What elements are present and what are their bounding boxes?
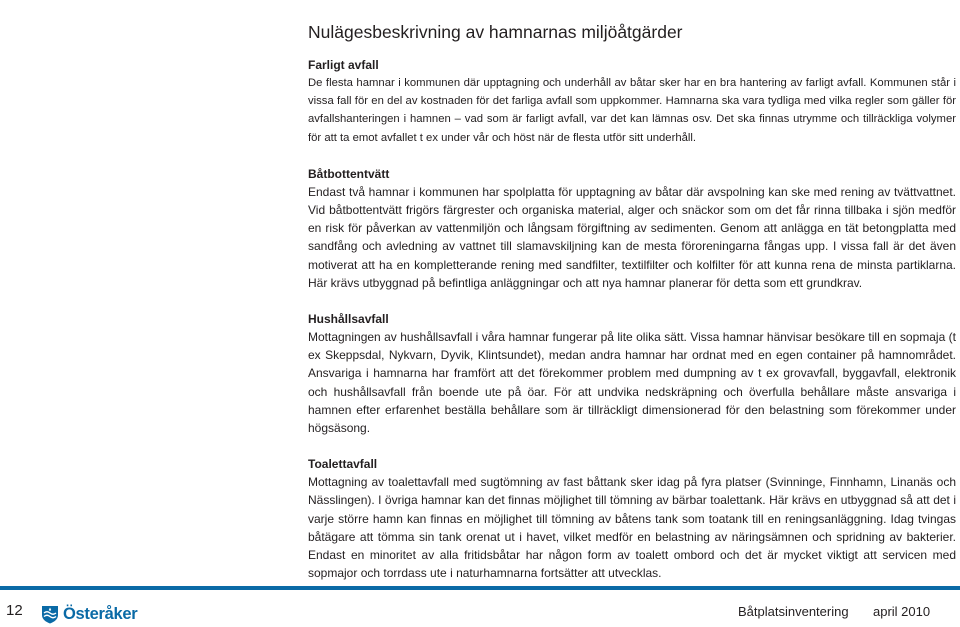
footer-date: april 2010 xyxy=(873,604,931,619)
section-paragraph: Mottagning av toalettavfall med sugtömning av fast båttank sker idag på fyra platser (Svinninge, Finnhamn, Linanäs och Nässlingen). I övriga hamnar kan det finnas möjlighet till tömning av bärbar toalettank. Här krävs en utbyggnad så att det i varje större hamn kan finnas en möjlighet till tömning av båtens tank som toatank till en reningsanläggning. Idag tvingas båtägare att tömma sin tank orenat ut i havet, vilket medför en belastning av näringsämnen och spridning av bakterier. Endast en minoritet av alla fritidsbåtar har någon form av toalett ombord och det är mycket viktigt att servicen med sopmajor och torrdass ute i naturhamnarna fortsätter att utvecklas. xyxy=(308,475,956,581)
section-toalettavfall xyxy=(308,455,956,582)
section-paragraph: Endast två hamnar i kommunen har spolplatta för upptagning av båtar där avspolning kan ske med rening av tvättvattnet. Vid båtbottentvätt frigörs färgrester och organiska material, alger och snäckor som om det får rinna tillbaka i sjön medför en risk för påverkan av vattenmiljön och långsam förgiftning av sedimenten. Genom att anlägga en tät betongplatta med sandfång och avledning av vattnet till slamavskiljning kan de mesta föroreningarna fångas upp. I vissa fall är det även motiverat att ha en kompletterande rening med sandfilter, textilfilter och kolfilter för att kunna rena de minsta partiklarna. Här krävs utbyggnad på befintliga anläggningar och att nya hamnar planerar för detta som ett grundkrav. xyxy=(308,184,956,290)
page-number: 12 xyxy=(6,602,23,619)
municipal-crest-icon xyxy=(40,604,60,624)
section-farligt-avfall xyxy=(308,56,956,147)
osteraker-logo xyxy=(40,603,137,625)
footer-document-title: Båtplatsinventering xyxy=(738,604,849,619)
section-heading: Båtbottentvätt xyxy=(308,166,390,181)
section-heading: Farligt avfall xyxy=(308,58,379,72)
section-hushallsavfall xyxy=(308,310,956,437)
document-body xyxy=(308,56,956,582)
section-heading: Toalettavfall xyxy=(308,457,378,472)
logo-text: Österåker xyxy=(63,605,138,623)
section-batbottentvatt xyxy=(308,165,956,292)
section-heading: Hushållsavfall xyxy=(308,312,389,327)
footer-divider xyxy=(0,586,960,590)
section-paragraph: Mottagningen av hushållsavfall i våra hamnar fungerar på lite olika sätt. Vissa hamnar hänvisar besökare till en sopmaja (t ex Skeppsdal, Nykvarn, Dyvik, Klintsundet), medan andra hamnar har ordnat med en egen container på hamnområdet. Ansvariga i hamnarna har framfört att det förekommer problem med dumpning av t ex grovavfall, byggavfall, elektronik och hushållsavfall från boende ute på öar. För att undvika nedskräpning och överfulla behållare måste ansvariga i hamnen efter erfarenhet beställa behållare som är tillräckligt dimensionerad för den belastning som förekommer under högsäsong. xyxy=(308,330,956,436)
section-paragraph: De flesta hamnar i kommunen där upptagning och underhåll av båtar sker har en bra hantering av farligt avfall. Kommunen står i vissa fall för en del av kostnaden för det farliga avfall som uppkommer. Hamnarna ska vara tydliga med vilka regler som gäller för avfallshanteringen i hamnen – vad som är farligt avfall, var det kan lämnas osv. Det ska finnas utrymme och tillräckliga volymer för att ta emot avfallet t ex under vår och höst när de flesta utför sitt underhåll. xyxy=(308,77,956,144)
page-title: Nulägesbeskrivning av hamnarnas miljöåtgärder xyxy=(308,22,683,42)
